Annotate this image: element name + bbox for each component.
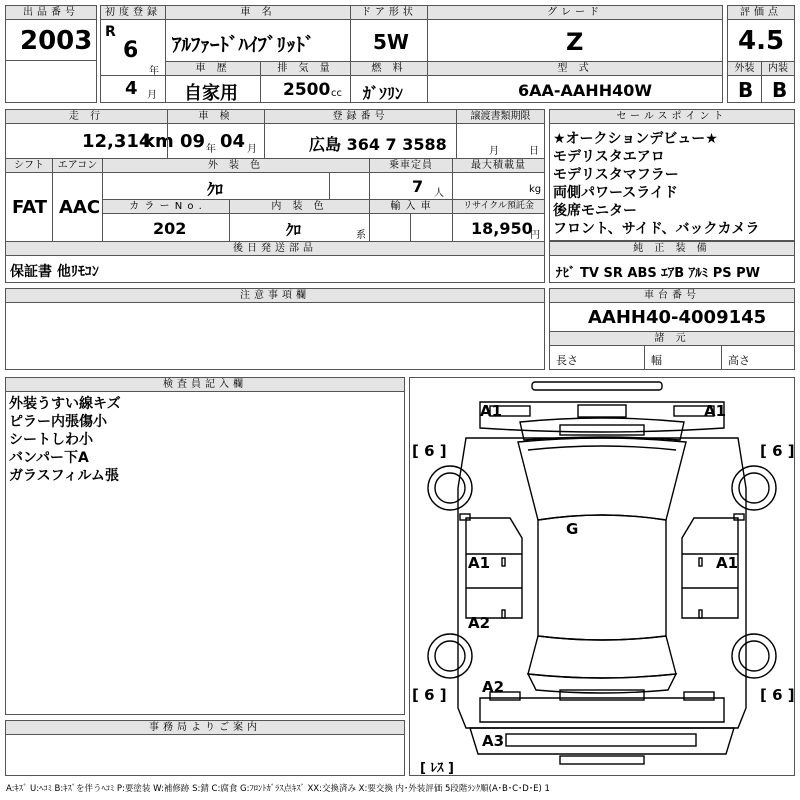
car-diagram-box [409, 377, 795, 776]
mileage-cell [5, 123, 174, 159]
sales-point-box [549, 123, 795, 241]
door-cell [350, 19, 428, 62]
spec-height: 高さ [728, 354, 750, 367]
door: 5W [373, 30, 409, 54]
ext-color-header: 外 装 色 [102, 158, 370, 173]
sales-point-item: ★オークションデビュー★ [553, 131, 718, 147]
capacity: 7 [412, 177, 424, 196]
label-door-fl: A1 [468, 554, 491, 572]
aircon: AAC [59, 197, 101, 218]
mileage-header: 走 行 [5, 109, 168, 124]
score: 4.5 [738, 26, 785, 56]
inspector-notes [9, 395, 121, 485]
notes-cell [5, 302, 545, 370]
lot-no: 2003 [20, 26, 93, 56]
inspection-cell [167, 123, 265, 159]
max-load-unit: kg [529, 184, 542, 195]
reg-month: 4 [125, 78, 138, 99]
plate-cell [264, 123, 457, 159]
recycle-cell [452, 213, 545, 242]
recycle-header: リサイクル預託金 [452, 199, 545, 214]
capacity-cell [369, 172, 453, 200]
chassis-header: 車台番号 [549, 288, 795, 303]
label-tire-rr: [ 6 ] [760, 686, 795, 704]
sales-point-item: 両側パワースライド [553, 185, 678, 201]
interior-header: 内装 [761, 61, 795, 76]
history-cell [165, 75, 261, 103]
model: 6AA-AAHH40W [518, 81, 652, 100]
plate-header: 登録番号 [264, 109, 457, 124]
import-header: 輸 入 車 [369, 199, 453, 214]
inspection-year-unit: 年 [206, 144, 216, 155]
lot-no-header: 出品番号 [5, 5, 97, 20]
int-color-unit: 系 [356, 230, 366, 241]
shift: FAT [12, 197, 48, 218]
later-parts-cell [5, 255, 545, 283]
era: R [105, 24, 116, 40]
chassis-cell [549, 302, 795, 332]
ext-color: ｸﾛ [207, 180, 224, 199]
inspection-month-unit: 月 [247, 144, 257, 155]
label-door-fr: A1 [716, 554, 739, 572]
score-header: 評価点 [727, 5, 795, 20]
recycle: 18,950 [471, 219, 533, 238]
sales-point-item: 後席モニター [553, 203, 637, 219]
label-front-left: A1 [480, 402, 503, 420]
car-name: ｱﾙﾌｧｰﾄﾞﾊｲﾌﾞﾘｯﾄﾞ [172, 34, 315, 56]
car-name-header: 車 名 [165, 5, 351, 20]
interior-grade: B [772, 78, 788, 102]
genuine-equipment: ﾅﾋﾞ TV SR ABS ｴｱB ｱﾙﾐ PS PW [556, 266, 760, 281]
spec-length: 長さ [556, 354, 578, 367]
ext-color-extra [329, 172, 370, 200]
int-color-cell [229, 213, 370, 242]
later-parts: 保証書 他ﾘﾓｺﾝ [10, 264, 99, 280]
lot-no-extra [5, 60, 97, 103]
inspection-header: 車 検 [167, 109, 265, 124]
inspector-header: 検査員記入欄 [5, 377, 405, 392]
label-door-rl: A2 [468, 614, 491, 632]
chassis: AAHH40-4009145 [588, 307, 767, 328]
specs-header: 諸 元 [549, 331, 795, 346]
fuel-header: 燃 料 [350, 61, 428, 76]
label-tire-fr: [ 6 ] [760, 442, 795, 460]
displacement-cell [260, 75, 351, 103]
aircon-cell [52, 172, 103, 242]
grade-cell [427, 19, 723, 62]
sales-point-header: セールスポイント [549, 109, 795, 124]
int-color-header: 内 装 色 [229, 199, 370, 214]
label-less: [ ﾚｽ ] [420, 761, 454, 776]
first-reg-month-cell [100, 75, 166, 103]
spec-length-cell [549, 345, 645, 370]
door-header: ドア形状 [350, 5, 428, 20]
genuine-header: 純 正 装 備 [549, 241, 795, 256]
label-tire-fl: [ 6 ] [412, 442, 447, 460]
model-header: 型 式 [427, 61, 723, 76]
history: 自家用 [184, 83, 238, 104]
ext-color-cell [102, 172, 330, 200]
spec-width-cell [644, 345, 722, 370]
first-reg-header: 初度登録 [100, 5, 166, 20]
label-tire-rl: [ 6 ] [412, 686, 447, 704]
history-header: 車 歴 [165, 61, 261, 76]
notes-header: 注意事項欄 [5, 288, 545, 303]
plate: 広島 364 7 3588 [309, 135, 447, 154]
capacity-unit: 人 [434, 188, 444, 199]
fuel: ｶﾞｿﾘﾝ [363, 84, 404, 103]
import-divider [410, 213, 453, 242]
displacement-header: 排 気 量 [260, 61, 351, 76]
score-cell [727, 19, 795, 62]
inspector-note: バンパー下A [9, 450, 89, 466]
inspector-note: 外装うすい線キズ [9, 396, 121, 412]
label-glass: G [566, 520, 579, 538]
inspector-note: シートしわ小 [9, 432, 93, 448]
spec-height-cell [721, 345, 795, 370]
color-no-cell [102, 213, 230, 242]
int-color: ｸﾛ [286, 221, 302, 239]
mileage: 12,314 [82, 131, 152, 152]
color-no: 202 [153, 219, 187, 238]
car-name-cell [165, 19, 351, 62]
color-no-header: カ ラ ー N o . [102, 199, 230, 214]
later-parts-header: 後日発送部品 [5, 241, 545, 256]
capacity-header: 乗車定員 [369, 158, 453, 173]
transfer-day-unit: 日 [529, 146, 539, 157]
sales-point-list [553, 130, 760, 238]
label-rear-bumper: A3 [482, 732, 505, 750]
exterior-cell [727, 75, 762, 103]
lot-no-cell [5, 19, 97, 61]
reg-year-unit: 年 [149, 66, 159, 77]
office-header: 事務局よりご案内 [5, 720, 405, 735]
label-rear-left: A2 [482, 678, 505, 696]
genuine-cell [549, 255, 795, 283]
recycle-unit: 円 [530, 230, 540, 241]
sales-point-item: フロント、サイド、バックカメラ [553, 221, 760, 237]
first-reg-cell [100, 19, 166, 76]
transfer-doc-cell [456, 123, 545, 159]
sales-point-item: モデリスタマフラー [553, 167, 679, 183]
model-cell [427, 75, 723, 103]
inspector-cell [5, 391, 405, 715]
interior-cell [761, 75, 795, 103]
mileage-unit: km [143, 131, 174, 152]
max-load-cell [452, 172, 545, 200]
max-load-header: 最大積載量 [452, 158, 545, 173]
exterior-grade: B [738, 78, 754, 102]
displacement-unit: cc [331, 88, 342, 99]
inspector-note: ガラスフィルム張 [9, 468, 119, 484]
inspection-month: 04 [220, 131, 246, 152]
grade: Z [566, 28, 584, 56]
transfer-month-unit: 月 [489, 146, 499, 157]
displacement: 2500 [283, 80, 331, 100]
exterior-header: 外装 [727, 61, 762, 76]
reg-month-unit: 月 [147, 90, 157, 101]
legend: A:ｷｽﾞ U:ﾍｺﾐ B:ｷｽﾞを伴うﾍｺﾐ P:要塗装 W:補修跡 S:錆 C:腐食 G:ﾌﾛﾝﾄｶﾞﾗｽ点ｷｽﾞ XX:交換済み X:要交換 内･外装評価 5段階ﾗﾝｸ順(A･B･C･D･E) 1 [6, 784, 550, 794]
shift-cell [5, 172, 53, 242]
sales-point-item: モデリスタエアロ [553, 149, 665, 165]
transfer-doc-header: 譲渡書類期限 [456, 109, 545, 124]
label-front-right: A1 [704, 402, 727, 420]
inspector-note: ピラー内張傷小 [9, 414, 107, 430]
aircon-header: エアコン [52, 158, 103, 173]
car-diagram [410, 378, 794, 775]
office-cell [5, 734, 405, 776]
spec-width: 幅 [651, 354, 662, 367]
reg-year: 6 [123, 38, 139, 63]
grade-header: グレード [427, 5, 723, 20]
inspection-year: 09 [180, 131, 206, 152]
fuel-cell [350, 75, 428, 103]
shift-header: シフト [5, 158, 53, 173]
